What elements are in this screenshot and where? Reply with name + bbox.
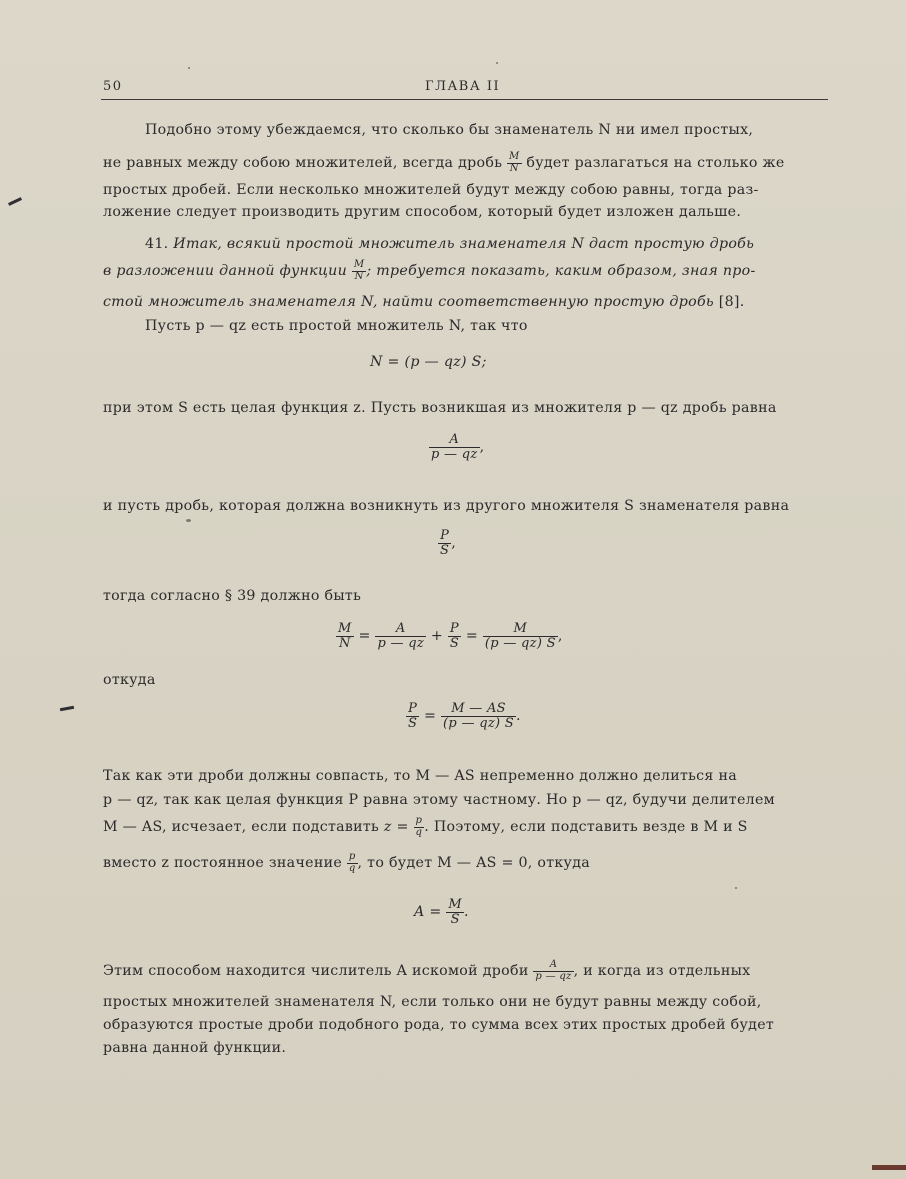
- equation-P-over-S: $\frac{P}{S}$ = $\frac{M — AS}{(p — qz) S}$ .: [408, 701, 521, 731]
- para1-line2: не равных между собою множителей, всегда дробь $\frac{M}{N}$ будет разлагаться на столько же: [103, 151, 785, 174]
- fraction-A-over-pqz-2: $\frac{A}{p — qz}$: [535, 959, 572, 982]
- fraction-p-over-q: $\frac{p}{q}$: [415, 815, 423, 838]
- fraction-M-over-N-2: $\frac{M}{N}$: [353, 259, 365, 282]
- para3-line2: p — qz, так как целая функция P равна этому частному. Но p — qz, будучи делителем: [103, 792, 775, 808]
- header-rule: [101, 99, 828, 100]
- line-other: и пусть дробь, которая должна возникнуть из другого множителя S знаменателя равна: [103, 498, 790, 514]
- para4-line4: равна данной функции.: [103, 1040, 287, 1056]
- equation-A: A = $\frac{M}{S}$ .: [414, 897, 469, 927]
- page-edge: [872, 1165, 906, 1170]
- line-whence: откуда: [103, 672, 156, 688]
- section-41-line2: в разложении данной функции $\frac{M}{N}$ ; требуется показать, каким образом, зная про-: [103, 259, 756, 282]
- page-speck: [188, 67, 190, 69]
- fraction-A-over-pqz: $\frac{A}{p — qz}$ ,: [431, 432, 485, 462]
- page-speck: [186, 519, 191, 522]
- page-number: 50: [103, 79, 123, 94]
- para4-line2: простых множителей знаменателя N, если только они не будут равны между собой,: [103, 994, 762, 1010]
- line-let: Пусть p — qz есть простой множитель N, так что: [145, 318, 528, 334]
- section-41-line3: стой множитель знаменателя N, найти соответственную простую дробь [8].: [103, 294, 745, 310]
- equation-decomposition: $\frac{M}{N}$ = $\frac{A}{p — qz}$ + $\frac{P}{S}$ = $\frac{M}{(p — qz) S}$ ,: [338, 621, 563, 651]
- para3-line3: M — AS, исчезает, если подставить z = $\frac{p}{q}$ . Поэтому, если подставить везде в M и S: [103, 815, 748, 838]
- para1-line4: ложение следует производить другим способом, который будет изложен дальше.: [103, 204, 742, 220]
- line-where: при этом S есть целая функция z. Пусть возникшая из множителя p — qz дробь равна: [103, 400, 777, 416]
- fraction-p-over-q-2: $\frac{p}{q}$: [348, 851, 356, 874]
- fraction-M-over-N: $\frac{M}{N}$: [509, 151, 520, 174]
- page-speck: [735, 887, 737, 889]
- para3-line1: Так как эти дроби должны совпасть, то M — AS непременно должно делиться на: [103, 768, 737, 784]
- line-then: тогда согласно § 39 должно быть: [103, 588, 362, 604]
- margin-mark: [60, 706, 74, 711]
- chapter-title: ГЛАВА II: [425, 79, 501, 94]
- para4-line1: Этим способом находится числитель A искомой дроби $\frac{A}{p — qz}$ , и когда из отдельных: [103, 959, 751, 982]
- equation-N: N = (p — qz) S;: [370, 354, 487, 370]
- fraction-P-over-S: $\frac{P}{S}$ ,: [440, 528, 457, 558]
- para1-line3: простых дробей. Если несколько множителей будут между собою равны, тогда раз-: [103, 182, 759, 198]
- para4-line3: образуются простые дроби подобного рода, то сумма всех этих простых дробей будет: [103, 1017, 775, 1033]
- margin-mark: [8, 197, 22, 206]
- para3-line4: вместо z постоянное значение $\frac{p}{q}$ , то будет M — AS = 0, откуда: [103, 851, 590, 874]
- para1-line1: Подобно этому убеждаемся, что сколько бы знаменатель N ни имел простых,: [145, 122, 754, 138]
- page-speck: [496, 62, 498, 64]
- section-41-line1: 41. Итак, всякий простой множитель знаменателя N даст простую дробь: [145, 236, 755, 252]
